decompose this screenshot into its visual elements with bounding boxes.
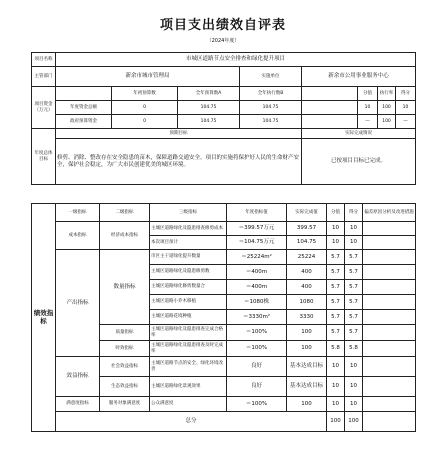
indicator-deviation [363, 357, 416, 377]
level2-service-satisfaction: 服务对象满意度 [100, 397, 150, 412]
funds-row-annual: 104.75 [178, 115, 240, 129]
level2-social: 社会效益指标 [100, 357, 150, 377]
indicator-actual: 3330 [287, 310, 327, 325]
dept-label: 主管部门 [32, 67, 56, 87]
indicator-target: ＝100% [227, 341, 287, 357]
funds-col-executed: 全年执行数B [240, 87, 302, 101]
indicator-score: 10 [345, 222, 363, 236]
indicator-actual: 400 [287, 265, 327, 280]
funds-col-rate: 执行率 [378, 87, 396, 101]
funds-row-blank [302, 101, 358, 115]
indicator-value: 10 [327, 357, 345, 377]
total-label: 总分 [56, 412, 327, 432]
indicator-target: ＝100% [227, 397, 287, 412]
indicator-value: 5.8 [327, 341, 345, 357]
indicator-score: 5.7 [345, 280, 363, 295]
fiscal-year: （2024年度） [206, 38, 240, 44]
indicator-target: ＝3330m² [227, 310, 287, 325]
form-title: 项目支出绩效自评表 [159, 18, 286, 33]
funds-row-rate: 100 [378, 101, 396, 115]
level1-benefit: 效益指标 [56, 357, 100, 397]
indicator-actual: 100 [287, 397, 327, 412]
unit-label: 实施单位 [240, 67, 302, 87]
indicator-name: 本次项目预计 [150, 236, 227, 250]
level1-cost: 成本指标 [56, 222, 100, 250]
indicator-deviation [363, 325, 416, 341]
indicator-value: 5.7 [327, 250, 345, 265]
indicator-target: ＝25224m² [227, 250, 287, 265]
funds-row-name: 年度资金总额 [56, 101, 112, 115]
indicator-score: 10 [345, 377, 363, 397]
goals-planned: 修剪、消除、整改存在安全隐患的苗木，保障道路交通安全。项目的实施将保护好人民的生命财产安全，保护社会稳定，为广大市民创建优美的城区环境。 [56, 139, 302, 185]
indicator-name: 主城区道路花境种植 [150, 310, 227, 325]
indicator-deviation [363, 280, 416, 295]
indicator-actual: 400 [287, 280, 327, 295]
funds-col-annual: 全年预算数A [178, 87, 240, 101]
total-score: 100 [345, 412, 363, 432]
header-level1: 一级指标 [56, 204, 100, 222]
indicator-actual: 基本达成目标 [287, 357, 327, 377]
indicator-value: 10 [327, 236, 345, 250]
header-score: 得分 [345, 204, 363, 222]
indicator-deviation [363, 295, 416, 310]
indicator-value: 5.7 [327, 280, 345, 295]
header-actual: 实际完成值 [287, 204, 327, 222]
indicator-name: 主城区道路绿化及隐患排查完成合格率 [150, 325, 227, 341]
level2-quality: 质量指标 [100, 325, 150, 341]
level2-quantity: 数量指标 [100, 250, 150, 325]
indicator-value: 5.7 [327, 295, 345, 310]
indicator-score: 5.7 [345, 310, 363, 325]
indicator-value: 10 [327, 377, 345, 397]
indicator-score: 10 [345, 236, 363, 250]
level2-economic-cost: 经济成本指标 [100, 222, 150, 250]
level1-satisfaction: 满意度指标 [56, 397, 100, 412]
indicator-value: 5.7 [327, 265, 345, 280]
indicator-target: 良好 [227, 377, 287, 397]
indicator-actual: 基本达成目标 [287, 377, 327, 397]
indicator-actual: 1080 [287, 295, 327, 310]
indicator-name: 主城区道路绿化及隐患排查修剪成本 [150, 222, 227, 236]
funds-row-name: 政府预算资金 [56, 115, 112, 129]
header-value: 分值 [327, 204, 345, 222]
dept-name: 新余市城市管理局 [56, 67, 240, 87]
indicator-name: 主城区道路绿化景观效果 [150, 377, 227, 397]
header-deviation: 偏差原因分析及改进措施 [363, 204, 416, 222]
indicator-score: 10 [345, 357, 363, 377]
indicator-name: 主城区道路小乔木移植 [150, 295, 227, 310]
indicator-score: 5.7 [345, 265, 363, 280]
indicator-name: 主城区道路绿化及隐患排查及时完成率 [150, 341, 227, 357]
indicators-table [31, 203, 416, 432]
total-deviation [363, 412, 416, 432]
funds-row-executed: 104.75 [240, 115, 302, 129]
indicator-actual: 100 [287, 341, 327, 357]
indicator-value: 10 [327, 397, 345, 412]
funds-row-annual: 104.75 [178, 101, 240, 115]
indicator-score: 5.7 [345, 325, 363, 341]
indicator-target: ＝1080株 [227, 295, 287, 310]
indicator-target: ＝400m [227, 280, 287, 295]
funds-blank2 [302, 87, 358, 101]
indicator-deviation [363, 250, 416, 265]
indicator-deviation [363, 310, 416, 325]
funds-row-rate: 100 [378, 115, 396, 129]
indicator-actual: 399.57 [287, 222, 327, 236]
indicator-actual: 104.75 [287, 236, 327, 250]
indicator-name: 主城区道路绿化修剪数量合 [150, 280, 227, 295]
project-name: 市城区道路节点安全排查和绿化提升项目 [56, 53, 416, 67]
indicator-deviation [363, 236, 416, 250]
header-level3: 三级指标 [150, 204, 227, 222]
goals-actual: 已按项目目标已完成。 [302, 139, 416, 185]
header-level2: 二级指标 [100, 204, 150, 222]
level2-ecological: 生态效益指标 [100, 377, 150, 397]
indicators-section-label: 绩效指标 [32, 204, 56, 432]
indicator-target: ＝104.75万元 [227, 236, 287, 250]
indicator-value: 10 [327, 222, 345, 236]
funds-blank [56, 87, 112, 101]
goals-actual-header: 实际完成情况 [302, 129, 416, 139]
header-target: 年度指标值 [227, 204, 287, 222]
indicator-deviation [363, 377, 416, 397]
funds-row-score: — [396, 115, 416, 129]
indicator-deviation [363, 341, 416, 357]
funds-label: 项目资金（万元） [32, 87, 56, 129]
funds-row-initial: 0 [112, 115, 178, 129]
indicator-name: 公众满意度 [150, 397, 227, 412]
indicator-deviation [363, 222, 416, 236]
funds-row-value: 10 [358, 101, 378, 115]
funds-col-initial: 年初预算数 [112, 87, 178, 101]
indicator-actual: 25224 [287, 250, 327, 265]
indicator-target: ＝399.57万元 [227, 222, 287, 236]
funds-row-value: — [358, 115, 378, 129]
funds-row-score: 10 [396, 101, 416, 115]
total-value: 100 [327, 412, 345, 432]
funds-col-value: 分值 [358, 87, 378, 101]
funds-row-blank [302, 115, 358, 129]
indicator-target: ＝100% [227, 325, 287, 341]
indicator-value: 5.7 [327, 310, 345, 325]
indicator-name: 主城区道路节点的安全、绿化环境改善 [150, 357, 227, 377]
indicator-deviation [363, 397, 416, 412]
goals-label: 年度总体目标 [32, 129, 56, 185]
level2-timeliness: 时效指标 [100, 341, 150, 357]
indicator-name: 主城区道路绿化及隐患修剪数 [150, 265, 227, 280]
funds-row-initial: 0 [112, 101, 178, 115]
indicator-target: ＝400m [227, 265, 287, 280]
project-summary-table [31, 52, 416, 185]
indicator-target: 良好 [227, 357, 287, 377]
indicator-score: 5.7 [345, 295, 363, 310]
indicator-score: 5.7 [345, 250, 363, 265]
funds-row-executed: 104.75 [240, 101, 302, 115]
unit-name: 新余市公用事业服务中心 [302, 67, 416, 87]
indicator-deviation [363, 265, 416, 280]
funds-col-score: 得分 [396, 87, 416, 101]
indicator-value: 5.7 [327, 325, 345, 341]
indicator-actual: 100 [287, 325, 327, 341]
indicator-score: 10 [345, 397, 363, 412]
indicator-score: 5.8 [345, 341, 363, 357]
indicator-name: 市区主干道绿化提升数量 [150, 250, 227, 265]
project-name-label: 项目名称 [32, 53, 56, 67]
level1-output: 产出指标 [56, 250, 100, 357]
goals-planned-header: 预期目标 [56, 129, 302, 139]
